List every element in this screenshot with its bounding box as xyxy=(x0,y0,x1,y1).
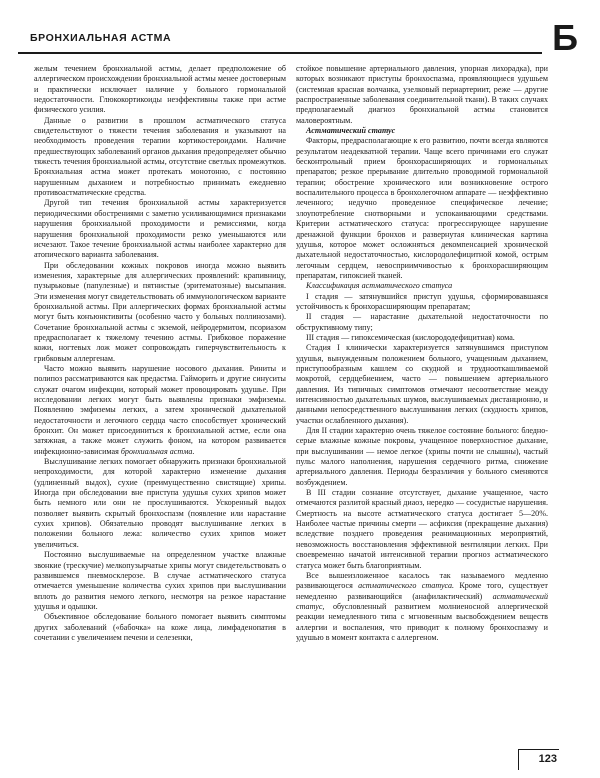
paragraph-text: Кроме того, существует немедленно развивающийся (анафилактический) xyxy=(296,581,548,601)
emphasis-term: бронхиальная астма. xyxy=(120,446,195,456)
paragraph: В III стадии сознание отсутствует, дыхание учащенное, часто отмечаются разлитой красный диаоз, нередко — сосудистые нарушения. Смертность на высоте астматического статуса достигает 5—20%. Наиболее частые причины смерти — асфиксия (прекращение дыхания) вследствие позднего проведения реанимационных мероприятий, невозможность восстановления эффективной вентиляции легких. При своевременно начатой интенсивной терапии прогноз астматического статуса может быть благоприятным. xyxy=(296,488,548,570)
right-column xyxy=(296,64,548,744)
paragraph: Стадия I клинически характеризуется затянувшимся приступом удушья, вынужденным положением больного, учащенным дыханием, приступообразным кашлем со скудной и труднооткашливаемой мокротой, сердцебиением, часто — повышением артериального давления. Из типичных симптомов отмечают несоответствие между интенсивностью дыхательных шумов, выслушиваемых дистанционно, и данными непосредственного выслушивания легких (скудность хрипов, участки ослабленного дыхания). xyxy=(296,343,548,425)
paragraph-text: Часто можно выявить нарушение носового дыхания. Риниты и полипоз рассматриваются как предастма. Гайморить и другие синуситы служат очагом инфекции, который может провоцировать удушье. При исследовании легких могут быть выявлены признаки эмфиземы. Появлению эмфиземы легких, а затем хронической дыхательной недостаточности и легочного сердца часто способствует хронический бронхит. Он может присоединиться к бронхиальной астме, если она затяжная, а также может служить фоном, на котором развивается инфекционно-зависимая xyxy=(34,363,286,456)
section-letter: Б xyxy=(552,17,578,58)
paragraph: Для II стадии характерно очень тяжелое состояние больного: бледно-серые влажные кожные покровы, учащенное поверхностное дыхание, при выслушивании — немое легкое (хрипы почти не слышны), частый пульс малого наполнения, нарушения сердечного ритма, снижение артериального давления. Периоды безразличия у больного сменяются возбуждением. xyxy=(296,426,548,487)
stage-item: I стадия — затянувшийся приступ удушья, сформировавшаяся устойчивость к бронхорасширяющим препаратам; xyxy=(296,291,548,311)
page-number-box xyxy=(518,749,559,770)
paragraph-text: Все вышеизложенное касалось так называемого медленно развивающегося xyxy=(296,570,548,591)
paragraph-text: обусловленный развитием молниеносной аллергической реакции немедленного типа с мгновенным высвобождением веществ аллергии и воспаления, что приводит к полному бронхоспазму и удушью в момент контакта с аллергеном. xyxy=(296,601,548,642)
stage-item: III стадия — гипоксемическая (кислорододефицитная) кома. xyxy=(306,332,515,342)
running-header-title: БРОНХИАЛЬНАЯ АСТМА xyxy=(30,32,172,44)
paragraph: Выслушивание легких помогает обнаружить признаки бронхиальной непроходимости, для которой характерно изменение дыхания (удлиненный выдох), сухие (преимущественно свистящие) хрипы. Иногда при обследовании вне приступа удушья сухих хрипов может быть немного или они не прослушиваются. Ускоренный выдох позволяет выявить скрытый бронхоспазм (появление или нарастание сухих хрипов). Обязательно проводят выслушивание легких в положении больного лежа: количество сухих хрипов может увеличиться. xyxy=(34,457,286,549)
paragraph: Постоянно выслушиваемые на определенном участке влажные звонкие (трескучие) мелкопузырчатые хрипы могут свидетельствовать о развившемся пневмосклерозе. В случае астматического статуса отмечается уменьшение количества сухих хрипов при выслушивании вплоть до развития немого легкого, несмотря на резкое нарастание удушья и одышки. xyxy=(34,550,286,611)
left-column xyxy=(34,64,286,744)
paragraph xyxy=(296,571,548,643)
paragraph: При обследовании кожных покровов иногда можно выявить изменения, характерные для аллергических проявлений: крапивницу, пузырьковые (папулезные) и пятнистые (эритематозные) высыпания. Эти изменения могут свидетельствовать об иммунологическом варианте бронхиальной астмы. При аллергических формах бронхиальной астмы могут быть конъюнктивиты (особенно часто у больных поллинозами). Сочетание бронхиальной астмы с экземой, нейродермитом, псориазом предрасполагает к тяжелому течению астмы. Грибковое поражение кожи, ногтевых лож может сопровождать гиперчувствительность к грибковым аллергенам. xyxy=(34,260,286,363)
emphasis-term: астматического статуса. xyxy=(358,581,455,591)
emphasis-term: астматический статус, xyxy=(296,591,548,611)
paragraph: желым течением бронхиальной астмы, делает предположение об аллергическом происхождении бронхиальной астмы менее достоверным и практически исключает наличие у больного гормональной недостаточности. Глюкокортикоиды неэффективны также при астме физического усилия. xyxy=(34,64,286,115)
header-rule xyxy=(18,52,542,54)
text-columns xyxy=(34,64,546,744)
paragraph xyxy=(34,364,286,457)
paragraph: Данные о развитии в прошлом астматического статуса свидетельствуют о тяжести течения заболевания и указывают на необходимость проведения терапии кортикостероидами. Наличие предшествующих заболеваний органов дыхания предопределяет обычно тяжесть течения бронхиальной астмы, отсутствие светлых промежутков. Бронхиальная астма может протекать монотонно, с постоянно нарушенным дыханием и потребностью принимать ежедневно противоастматические средства. xyxy=(34,115,286,198)
paragraph: Объективное обследование больного помогает выявить симптомы других заболеваний («бабочка» на коже лица, лимфаденопатия в сочетании с увеличением печени и селезенки, xyxy=(34,612,286,642)
section-subheading: Астматический статус xyxy=(306,126,396,136)
classification-heading: Классификация астматического статуса xyxy=(306,281,453,291)
page-number: 123 xyxy=(538,753,557,765)
stage-item: II стадия — нарастание дыхательной недостаточности по обструктивному типу; xyxy=(296,312,548,332)
paragraph: Другой тип течения бронхиальной астмы характеризуется периодическими обострениями с заметно усиливающимися признаками нарушения бронхиальной проходимости и ремиссиями, когда нарушения бронхиальной проходимости резко уменьшаются или исчезают. Такое течение бронхиальной астмы наиболее характерно для атопического варианта заболевания. xyxy=(34,198,286,260)
paragraph: стойкое повышение артериального давления, упорная лихорадка), при которых возникают приступы бронхоспазма, проявляющиеся удушьем (системная красная волчанка, узелковый периартериит, реже — другие распространенные заболевания соединительной ткани). В таких случаях предполагаемый диагноз бронхиальной астмы становится маловероятным. xyxy=(296,64,548,125)
paragraph: Факторы, предрасполагающие к его развитию, почти всегда являются результатом неадекватной терапии. Чаще всего причинами его служат бесконтрольный прием бронхорасширяющих и гормональных препаратов; резкое прерывание длительно проводимой гормональной терапии; обострение хронического или возникновение острого воспалительного процесса в бронхолегочном аппарате — неэффективно леченного; недучно проведенное специфическое лечение; злоупотребление снотворными и успокаивающими средствами. Критерии астматического статуса: прогрессирующее нарушение дренажной функции бронхов и развернутая клиническая картина удушья, которое может осложняться декомпенсацией хронической дыхательной недостаточностью, кислородолефицитной комой, острым легочным сердцем, невосприимчивостью к бронхорасширяющим препаратам, гипоксией тканей. xyxy=(296,136,548,280)
running-header xyxy=(18,17,582,58)
